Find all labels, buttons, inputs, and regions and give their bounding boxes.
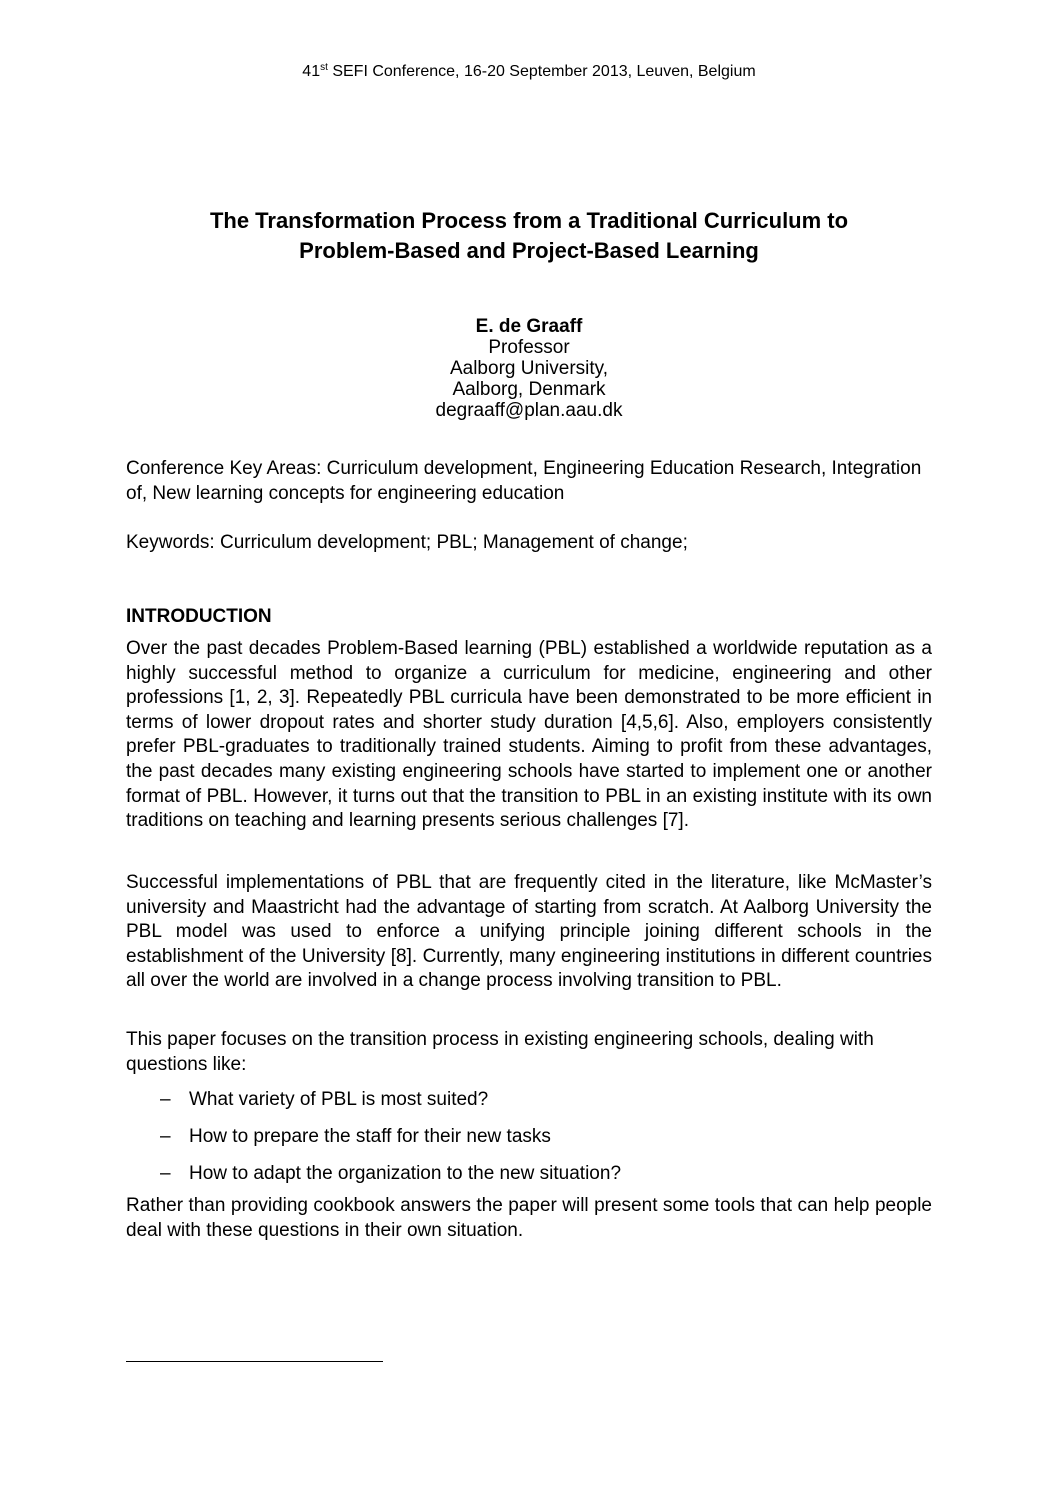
running-header [0, 62, 1058, 82]
introduction-heading: INTRODUCTION [126, 606, 272, 627]
author-location: Aalborg, Denmark [452, 379, 606, 400]
list-item-text: How to adapt the organization to the new situation? [189, 1163, 622, 1184]
list-item [126, 1125, 932, 1162]
author-name: E. de Graaff [475, 316, 583, 337]
paper-title [120, 206, 938, 266]
paper-title-line-2: Problem-Based and Project-Based Learning [299, 238, 759, 263]
author-email: degraaff@plan.aau.dk [435, 400, 623, 421]
question-list [126, 1088, 932, 1199]
conference-details: SEFI Conference, 16-20 September 2013, Leuven, Belgium [327, 63, 756, 80]
conference-key-areas: Conference Key Areas: Curriculum development, Engineering Education Research, Integration of, New learning concepts for engineering education [126, 458, 922, 504]
paper-title-line-1: The Transformation Process from a Traditional Curriculum to [209, 208, 849, 233]
list-item-text: What variety of PBL is most suited? [189, 1089, 489, 1110]
author-position: Professor [488, 337, 570, 358]
list-dash: – [160, 1163, 171, 1184]
list-item [126, 1088, 932, 1125]
introduction-paragraph-2: Successful implementations of PBL that are frequently cited in the literature, like McMaster’s university and Maastricht had the advantage of starting from scratch. At Aalborg University the PBL model was used to enforce a unifying principle joining different schools in the establishment of the University [8]. Currently, many engineering institutions in different countries all over the world are involved in a change process involving transition to PBL. [126, 872, 932, 992]
conference-ordinal: st [320, 62, 328, 73]
author-institution: Aalborg University, [449, 358, 609, 379]
keywords: Keywords: Curriculum development; PBL; Management of change; [126, 532, 688, 553]
introduction-paragraph-4: Rather than providing cookbook answers the paper will present some tools that can help people deal with these questions in their own situation. [126, 1195, 932, 1241]
author-block [0, 316, 1058, 421]
conference-number: 41 [302, 63, 321, 80]
list-dash: – [160, 1089, 171, 1110]
footnote-separator [126, 1361, 383, 1362]
introduction-paragraph-1: Over the past decades Problem-Based learning (PBL) established a worldwide reputation as a highly successful method to organize a curriculum for medicine, engineering and other professions [1, 2, 3]. Repeatedly PBL curricula have been demonstrated to be more efficient in terms of lower dropout rates and shorter study duration [4,5,6]. Also, employers consistently prefer PBL-graduates to traditionally trained students. Aiming to profit from these advantages, the past decades many existing engineering schools have started to implement one or another format of PBL. However, it turns out that the transition to PBL in an existing institute with its own traditions on teaching and learning presents serious challenges [7]. [126, 638, 932, 832]
introduction-paragraph-3: This paper focuses on the transition process in existing engineering schools, dealing with questions like: [126, 1029, 874, 1075]
list-dash: – [160, 1126, 171, 1147]
list-item-text: How to prepare the staff for their new tasks [189, 1126, 551, 1147]
